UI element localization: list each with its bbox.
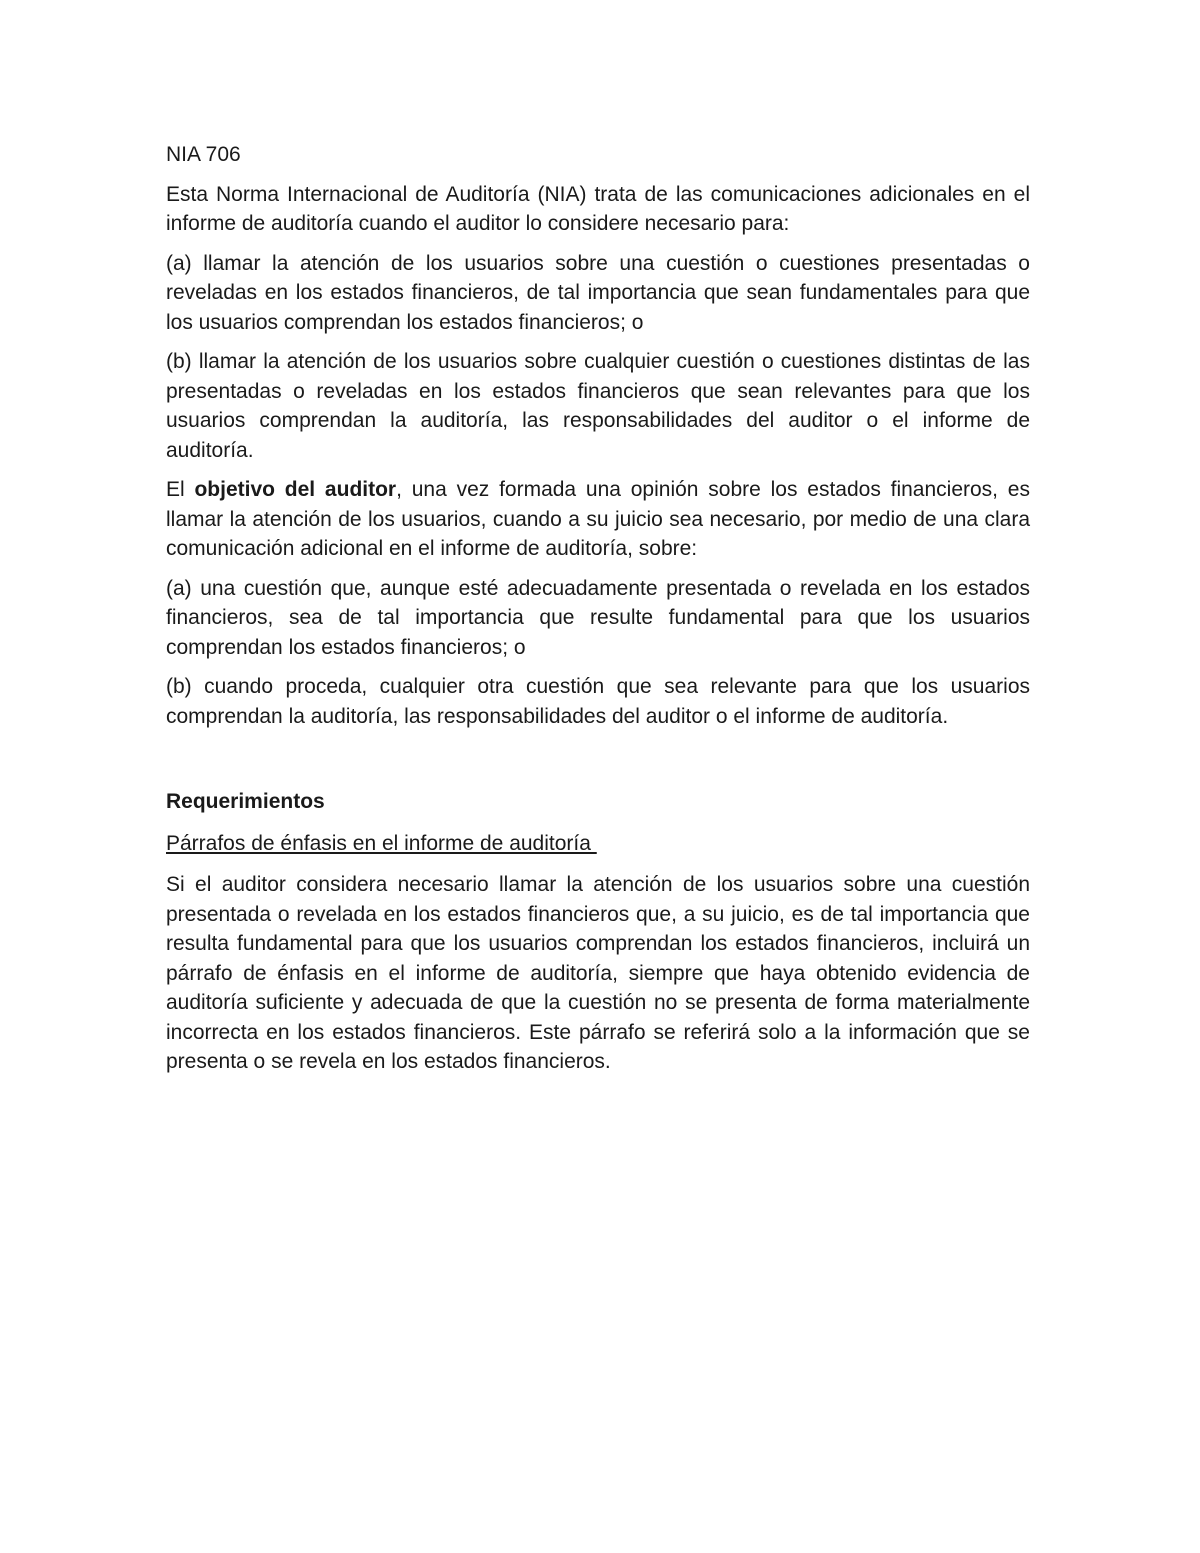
objective-item-b: (b) cuando proceda, cualquier otra cuestión que sea relevante para que los usuarios comprendan la auditoría, las responsabilidades del auditor o el informe de auditoría.: [166, 675, 1030, 728]
document-title: NIA 706: [166, 143, 241, 166]
final-paragraph: Si el auditor considera necesario llamar la atención de los usuarios sobre una cuestión presentada o revelada en los estados financieros que, a su juicio, es de tal importancia que resulta fundamental para que los usuarios comprendan los estados financieros, incluirá un párrafo de énfasis en el informe de auditoría, siempre que haya obtenido evidencia de auditoría suficiente y adecuada de que la cuestión no se presenta de forma materialmente incorrecta en los estados financieros. Este párrafo se referirá solo a la información que se presenta o se revela en los estados financieros.: [166, 873, 1030, 1073]
objective-prefix: El: [166, 478, 195, 501]
intro-item-a: (a) llamar la atención de los usuarios sobre una cuestión o cuestiones presentadas o reveladas en los estados financieros, de tal importancia que sean fundamentales para que los usuarios comprendan los estados financieros; o: [166, 251, 1030, 334]
objective-paragraph: [166, 475, 1030, 564]
document-body: [166, 140, 1030, 1087]
objective-bold-term: objetivo del auditor: [194, 478, 397, 501]
objective-suffix: , una vez formada una opinión sobre los estados financieros, es llamar la atención de los usuarios, cuando a su juicio sea necesario, por medio de una clara comunicación adicional en el informe de auditoría, sobre:: [166, 478, 1030, 560]
section-heading: Requerimientos: [166, 790, 325, 813]
intro-item-b: (b) llamar la atención de los usuarios sobre cualquier cuestión o cuestiones distintas de las presentadas o reveladas en los estados financieros que sean relevantes para que los usuarios comprendan la auditoría, las responsabilidades del auditor o el informe de auditoría.: [166, 350, 1030, 462]
intro-paragraph: Esta Norma Internacional de Auditoría (NIA) trata de las comunicaciones adicionales en el informe de auditoría cuando el auditor lo considere necesario para:: [166, 182, 1030, 235]
objective-item-a: (a) una cuestión que, aunque esté adecuadamente presentada o revelada en los estados financieros, sea de tal importancia que resulte fundamental para que los usuarios comprendan los estados financieros; o: [166, 576, 1030, 659]
subheading: Párrafos de énfasis en el informe de auditoría: [166, 831, 597, 855]
